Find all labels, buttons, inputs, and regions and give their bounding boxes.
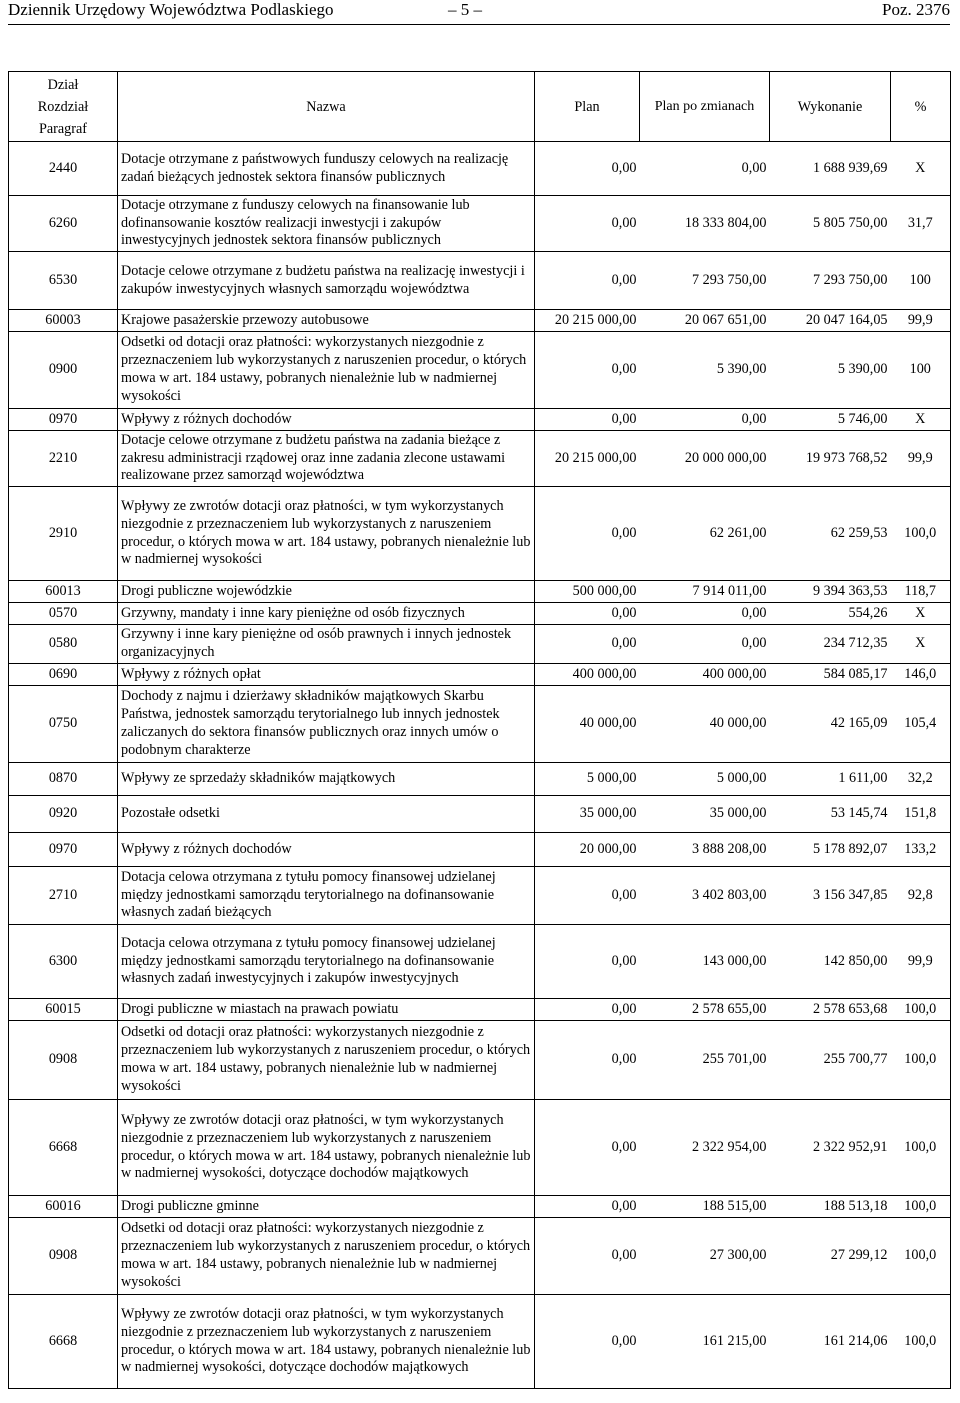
- row-plan-after: 2 578 655,00: [640, 999, 770, 1021]
- row-execution: 142 850,00: [770, 925, 891, 999]
- row-code: 0570: [9, 603, 118, 625]
- row-name: Odsetki od dotacji oraz płatności: wykorzystanych niezgodnie z przeznaczeniem lub wykorzystanych z naruszeniem procedur, o których mowa w art. 184 ustawy, pobranych nienależnie lub w nadmiernej wysokości: [118, 1021, 535, 1100]
- row-plan-after: 3 888 208,00: [640, 833, 770, 867]
- row-plan: 0,00: [535, 409, 640, 431]
- row-execution: 255 700,77: [770, 1021, 891, 1100]
- table-row: [9, 664, 951, 686]
- row-plan: 500 000,00: [535, 581, 640, 603]
- page-number: – 5 –: [448, 0, 482, 19]
- row-code: 2910: [9, 487, 118, 581]
- row-name: Wpływy ze zwrotów dotacji oraz płatności, w tym wykorzystanych niezgodnie z przeznaczeniem lub wykorzystanych z naruszeniem procedur, o których mowa w art. 184 ustawy, pobranych nienależnie lub w nadmiernej wysokości, dotyczące dochodów majątkowych: [118, 1100, 535, 1196]
- col-header-name: Nazwa: [118, 72, 535, 142]
- row-plan: 0,00: [535, 1196, 640, 1218]
- row-percent: 31,7: [891, 196, 951, 252]
- row-execution: 5 390,00: [770, 332, 891, 409]
- row-name: Dotacje otrzymane z funduszy celowych na finansowanie lub dofinansowanie kosztów realizacji inwestycji i zakupów inwestycyjnych jednostek sektora finansów publicznych: [118, 196, 535, 252]
- row-percent: 99,9: [891, 310, 951, 332]
- row-code: 2210: [9, 431, 118, 487]
- table-row: [9, 1100, 951, 1196]
- row-execution: 3 156 347,85: [770, 867, 891, 925]
- table-body: [9, 142, 951, 1389]
- col-header-execution: Wykonanie: [770, 72, 891, 142]
- col-header-code-line: Dział: [47, 76, 79, 93]
- row-plan-after: 20 067 651,00: [640, 310, 770, 332]
- row-name: Wpływy z różnych dochodów: [118, 833, 535, 867]
- table-row: [9, 686, 951, 763]
- row-plan: 0,00: [535, 142, 640, 196]
- row-plan: 0,00: [535, 625, 640, 664]
- row-plan-after: 188 515,00: [640, 1196, 770, 1218]
- row-percent: X: [891, 625, 951, 664]
- row-plan: 0,00: [535, 252, 640, 310]
- row-code: 60013: [9, 581, 118, 603]
- row-execution: 62 259,53: [770, 487, 891, 581]
- row-execution: 42 165,09: [770, 686, 891, 763]
- row-code: 0580: [9, 625, 118, 664]
- table-row: [9, 867, 951, 925]
- row-plan-after: 40 000,00: [640, 686, 770, 763]
- row-percent: X: [891, 409, 951, 431]
- table-row: [9, 409, 951, 431]
- row-plan: 0,00: [535, 332, 640, 409]
- page-header: [8, 0, 950, 25]
- row-plan: 0,00: [535, 196, 640, 252]
- row-plan: 0,00: [535, 1295, 640, 1389]
- row-plan-after: 0,00: [640, 625, 770, 664]
- row-name: Wpływy z różnych dochodów: [118, 409, 535, 431]
- row-plan: 0,00: [535, 1100, 640, 1196]
- table-row: [9, 1295, 951, 1389]
- row-plan: 0,00: [535, 1021, 640, 1100]
- row-code: 0970: [9, 833, 118, 867]
- row-code: 60016: [9, 1196, 118, 1218]
- row-code: 0970: [9, 409, 118, 431]
- col-header-code: [9, 72, 118, 142]
- row-plan: 0,00: [535, 867, 640, 925]
- row-plan: 400 000,00: [535, 664, 640, 686]
- table-row: [9, 142, 951, 196]
- row-code: 0690: [9, 664, 118, 686]
- budget-table: [8, 71, 951, 1389]
- row-percent: 99,9: [891, 925, 951, 999]
- row-plan-after: 5 390,00: [640, 332, 770, 409]
- row-name: Grzywny, mandaty i inne kary pieniężne od osób fizycznych: [118, 603, 535, 625]
- table-row: [9, 310, 951, 332]
- row-percent: 146,0: [891, 664, 951, 686]
- row-percent: 151,8: [891, 796, 951, 833]
- row-plan-after: 0,00: [640, 409, 770, 431]
- table-row: [9, 925, 951, 999]
- table-row: [9, 763, 951, 796]
- row-name: Odsetki od dotacji oraz płatności: wykorzystanych niezgodnie z przeznaczeniem lub wykorzystanych z naruszenien procedur, o których mowa w art. 184 ustawy, pobranych nienależnie lub w nadmiernej wysokości: [118, 332, 535, 409]
- row-name: Wpływy ze zwrotów dotacji oraz płatności, w tym wykorzystanych niezgodnie z przeznaczeniem lub wykorzystanych z naruszeniem procedur, o których mowa w art. 184 ustawy, pobranych nienależnie lub w nadmiernej wysokości, dotyczące dochodów majątkowych: [118, 1295, 535, 1389]
- table-row: [9, 1218, 951, 1295]
- row-percent: 100,0: [891, 487, 951, 581]
- row-plan: 20 215 000,00: [535, 431, 640, 487]
- row-plan-after: 20 000 000,00: [640, 431, 770, 487]
- row-percent: 100,0: [891, 1218, 951, 1295]
- row-plan-after: 5 000,00: [640, 763, 770, 796]
- table-row: [9, 999, 951, 1021]
- row-name: Dotacje celowe otrzymane z budżetu państwa na zadania bieżące z zakresu administracji rządowej oraz inne zadania zlecone ustawami realizowane przez samorząd województwa: [118, 431, 535, 487]
- row-code: 6260: [9, 196, 118, 252]
- row-code: 0750: [9, 686, 118, 763]
- col-header-code-line: Paragraf: [38, 120, 88, 137]
- row-execution: 5 178 892,07: [770, 833, 891, 867]
- table-row: [9, 1021, 951, 1100]
- row-plan-after: 255 701,00: [640, 1021, 770, 1100]
- row-plan-after: 62 261,00: [640, 487, 770, 581]
- table-row: [9, 252, 951, 310]
- table-row: [9, 581, 951, 603]
- row-plan-after: 2 322 954,00: [640, 1100, 770, 1196]
- row-name: Dochody z najmu i dzierżawy składników majątkowych Skarbu Państwa, jednostek samorządu terytorialnego lub innych jednostek zaliczanych do sektora finansów publicznych oraz innych umów o podobnym charakterze: [118, 686, 535, 763]
- row-name: Drogi publiczne gminne: [118, 1196, 535, 1218]
- row-code: 0900: [9, 332, 118, 409]
- table-row: [9, 332, 951, 409]
- table-row: [9, 487, 951, 581]
- row-plan: 0,00: [535, 925, 640, 999]
- table-header-row: [9, 72, 951, 142]
- row-code: 0920: [9, 796, 118, 833]
- row-plan-after: 161 215,00: [640, 1295, 770, 1389]
- row-plan: 0,00: [535, 1218, 640, 1295]
- row-code: 0908: [9, 1218, 118, 1295]
- row-name: Dotacja celowa otrzymana z tytułu pomocy finansowej udzielanej między jednostkami samorządu terytorialnego na dofinansowanie własnych zadań inwestycyjnych i zakupów inwestycyjnych: [118, 925, 535, 999]
- row-name: Pozostałe odsetki: [118, 796, 535, 833]
- row-code: 0870: [9, 763, 118, 796]
- row-execution: 584 085,17: [770, 664, 891, 686]
- row-percent: 92,8: [891, 867, 951, 925]
- journal-title: Dziennik Urzędowy Województwa Podlaskiego: [8, 0, 334, 19]
- row-name: Dotacja celowa otrzymana z tytułu pomocy finansowej udzielanej między jednostkami samorządu terytorialnego na dofinansowanie własnych zadań bieżących: [118, 867, 535, 925]
- position-number: Poz. 2376: [882, 0, 950, 19]
- table-row: [9, 796, 951, 833]
- row-code: 6300: [9, 925, 118, 999]
- row-name: Wpływy ze sprzedaży składników majątkowych: [118, 763, 535, 796]
- row-name: Dotacje celowe otrzymane z budżetu państwa na realizację inwestycji i zakupów inwestycyjnych własnych samorządu województwa: [118, 252, 535, 310]
- row-percent: 105,4: [891, 686, 951, 763]
- row-plan: 0,00: [535, 487, 640, 581]
- row-plan: 0,00: [535, 999, 640, 1021]
- row-execution: 554,26: [770, 603, 891, 625]
- row-execution: 1 688 939,69: [770, 142, 891, 196]
- row-execution: 27 299,12: [770, 1218, 891, 1295]
- row-percent: 100,0: [891, 1100, 951, 1196]
- row-percent: 100,0: [891, 1021, 951, 1100]
- row-code: 2440: [9, 142, 118, 196]
- row-plan: 5 000,00: [535, 763, 640, 796]
- row-execution: 2 322 952,91: [770, 1100, 891, 1196]
- row-plan: 35 000,00: [535, 796, 640, 833]
- row-name: Wpływy ze zwrotów dotacji oraz płatności, w tym wykorzystanych niezgodnie z przeznaczeniem lub wykorzystanych z naruszeniem procedur, o których mowa w art. 184 ustawy, pobranych nienależnie lub w nadmiernej wysokości: [118, 487, 535, 581]
- row-name: Dotacje otrzymane z państwowych funduszy celowych na realizację zadań bieżących jednostek sektora finansów publicznych: [118, 142, 535, 196]
- table-row: [9, 625, 951, 664]
- col-header-percent: %: [891, 72, 951, 142]
- row-percent: 100,0: [891, 1295, 951, 1389]
- row-plan-after: 18 333 804,00: [640, 196, 770, 252]
- row-percent: 99,9: [891, 431, 951, 487]
- row-plan-after: 27 300,00: [640, 1218, 770, 1295]
- row-plan: 20 215 000,00: [535, 310, 640, 332]
- row-percent: X: [891, 603, 951, 625]
- row-name: Drogi publiczne wojewódzkie: [118, 581, 535, 603]
- row-percent: 133,2: [891, 833, 951, 867]
- row-code: 0908: [9, 1021, 118, 1100]
- row-plan-after: 400 000,00: [640, 664, 770, 686]
- row-percent: 100,0: [891, 999, 951, 1021]
- row-execution: 9 394 363,53: [770, 581, 891, 603]
- row-name: Krajowe pasażerskie przewozy autobusowe: [118, 310, 535, 332]
- row-plan-after: 0,00: [640, 603, 770, 625]
- row-code: 2710: [9, 867, 118, 925]
- row-execution: 5 746,00: [770, 409, 891, 431]
- col-header-code-line: Rozdział: [37, 98, 89, 115]
- row-name: Wpływy z różnych opłat: [118, 664, 535, 686]
- row-plan-after: 3 402 803,00: [640, 867, 770, 925]
- row-name: Grzywny i inne kary pieniężne od osób prawnych i innych jednostek organizacyjnych: [118, 625, 535, 664]
- row-percent: 118,7: [891, 581, 951, 603]
- row-plan-after: 35 000,00: [640, 796, 770, 833]
- row-plan-after: 0,00: [640, 142, 770, 196]
- row-plan: 0,00: [535, 603, 640, 625]
- row-percent: 100,0: [891, 1196, 951, 1218]
- col-header-plan: Plan: [535, 72, 640, 142]
- row-code: 6668: [9, 1295, 118, 1389]
- row-plan-after: 7 914 011,00: [640, 581, 770, 603]
- row-execution: 5 805 750,00: [770, 196, 891, 252]
- row-code: 6530: [9, 252, 118, 310]
- row-execution: 53 145,74: [770, 796, 891, 833]
- row-code: 6668: [9, 1100, 118, 1196]
- row-execution: 19 973 768,52: [770, 431, 891, 487]
- row-percent: 100: [891, 252, 951, 310]
- row-code: 60015: [9, 999, 118, 1021]
- table-row: [9, 1196, 951, 1218]
- row-plan-after: 7 293 750,00: [640, 252, 770, 310]
- table-row: [9, 196, 951, 252]
- row-execution: 7 293 750,00: [770, 252, 891, 310]
- row-execution: 1 611,00: [770, 763, 891, 796]
- row-execution: 161 214,06: [770, 1295, 891, 1389]
- row-plan: 40 000,00: [535, 686, 640, 763]
- col-header-plan-after: Plan po zmianach: [640, 72, 770, 142]
- row-plan: 20 000,00: [535, 833, 640, 867]
- row-name: Odsetki od dotacji oraz płatności: wykorzystanych niezgodnie z przeznaczeniem lub wykorzystanych z naruszeniem procedur, o których mowa w art. 184 ustawy, pobranych nienależnie lub w nadmiernej wysokości: [118, 1218, 535, 1295]
- row-execution: 234 712,35: [770, 625, 891, 664]
- row-name: Drogi publiczne w miastach na prawach powiatu: [118, 999, 535, 1021]
- table-row: [9, 603, 951, 625]
- row-execution: 2 578 653,68: [770, 999, 891, 1021]
- row-execution: 20 047 164,05: [770, 310, 891, 332]
- row-percent: 100: [891, 332, 951, 409]
- row-percent: 32,2: [891, 763, 951, 796]
- row-percent: X: [891, 142, 951, 196]
- table-row: [9, 833, 951, 867]
- row-plan-after: 143 000,00: [640, 925, 770, 999]
- row-execution: 188 513,18: [770, 1196, 891, 1218]
- table-row: [9, 431, 951, 487]
- row-code: 60003: [9, 310, 118, 332]
